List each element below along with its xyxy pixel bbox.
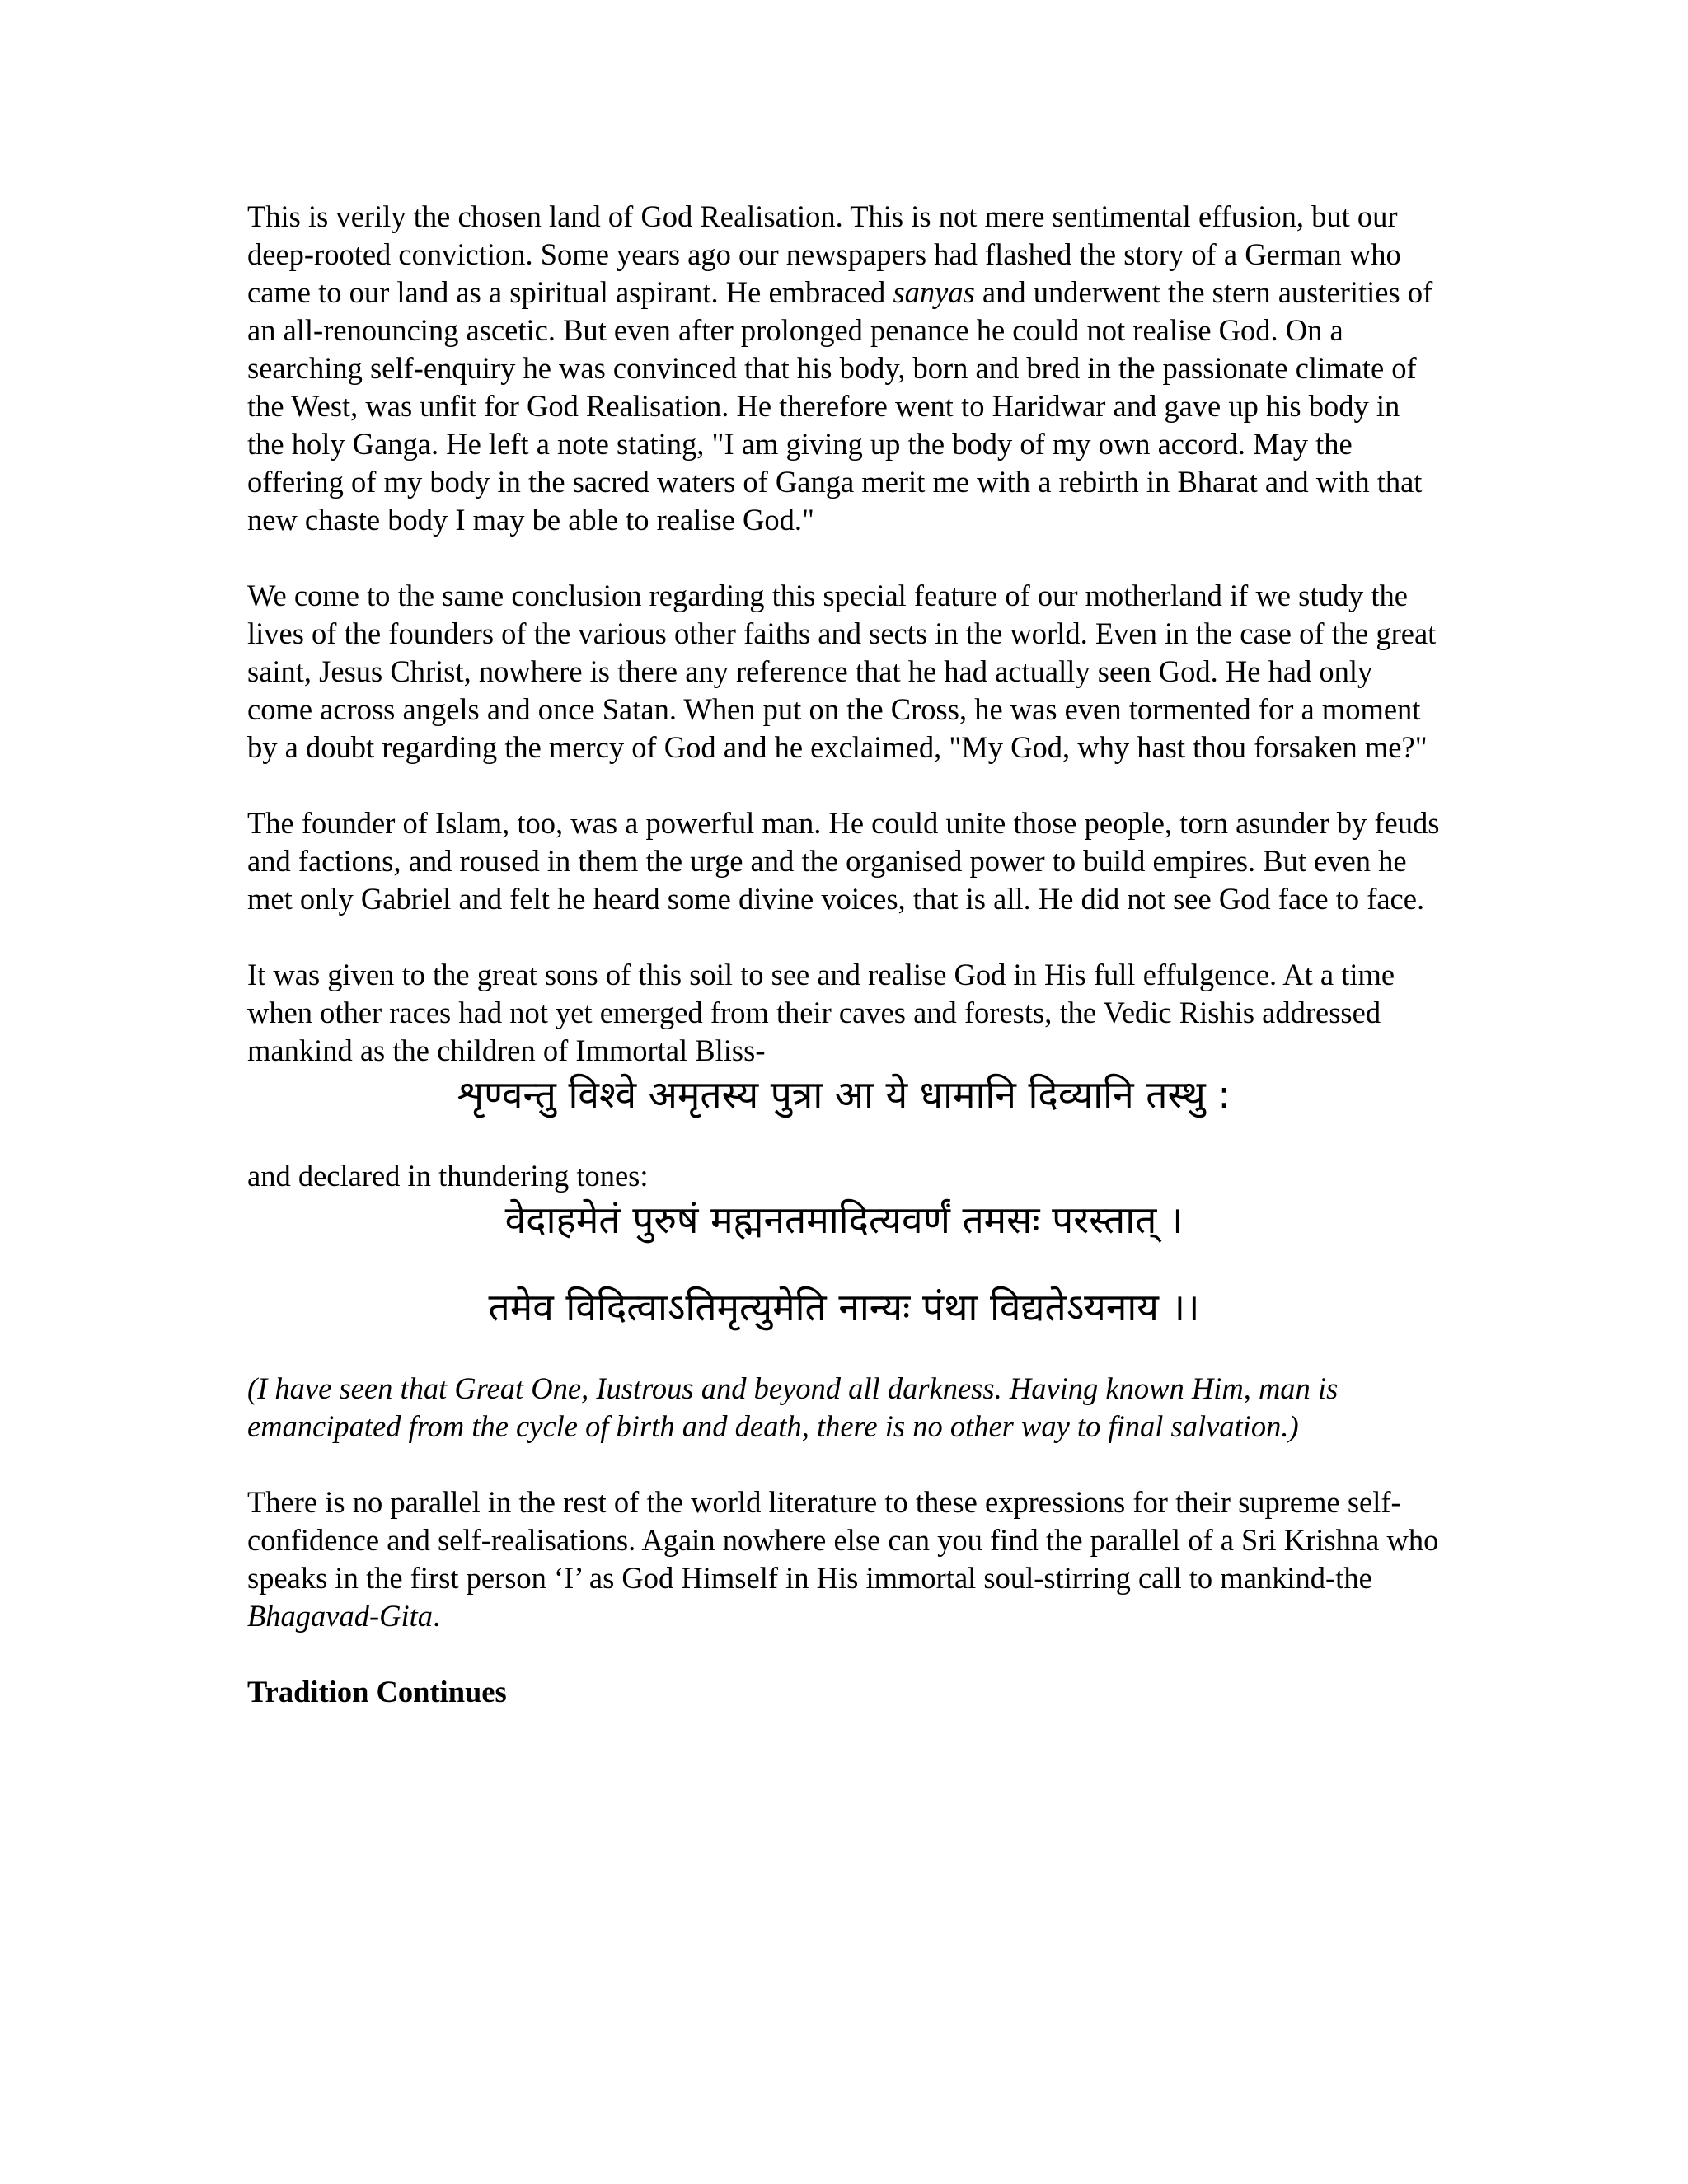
sanskrit-verse-1: शृण्वन्तु विश्वे अमृतस्य पुत्रा आ ये धामानि दिव्यानि तस्थु : bbox=[457, 1072, 1231, 1117]
document-page bbox=[247, 198, 1441, 1749]
paragraph-german-aspirant bbox=[247, 198, 1441, 539]
paragraph-founder-of-islam: The founder of Islam, too, was a powerful man. He could unite those people, torn asunder by feuds and factions, and roused in them the urge and the organised power to build empires. But even he met only Gabriel and felt he heard some divine voices, that is all. He did not see God face to face. bbox=[247, 806, 1440, 916]
paragraph-text: This is verily the chosen land of God Realisation. This is not mere sentimental effusion, but our deep-rooted conviction. Some years ago our newspapers had flashed the story of a German who came to our land as a spiritual aspirant. He embraced bbox=[247, 199, 1401, 309]
italic-term-sanyas: sanyas bbox=[893, 275, 975, 309]
paragraph-bhagavad-gita bbox=[247, 1483, 1441, 1635]
section-heading: Tradition Continues bbox=[247, 1675, 507, 1708]
italic-title-bhagavad-gita: Bhagavad-Gita bbox=[247, 1599, 434, 1633]
paragraph-vedic-rishis: It was given to the great sons of this soil to see and realise God in His full effulgence. At a time when other races had not yet emerged from their caves and forests, the Vedic Rishis addressed mankind as the children of Immortal Bliss- bbox=[247, 958, 1395, 1067]
sanskrit-verse-2-line-2: तमेव विदित्वाऽतिमृत्युमेति नान्यः पंथा विद्यतेऽयनाय ।। bbox=[488, 1285, 1200, 1329]
paragraph-text: . bbox=[433, 1599, 441, 1633]
verse-translation: (I have seen that Great One, Iustrous and beyond all darkness. Having known Him, man is emancipated from the cycle of birth and death, there is no other way to final salvation.) bbox=[247, 1371, 1339, 1443]
paragraph-text: There is no parallel in the rest of the world literature to these expressions for their supreme self-confidence and self-realisations. Again nowhere else can you find the parallel of a Sri Krishna who speaks in the first person ‘I’ as God Himself in His immortal soul-stirring call to mankind-the bbox=[247, 1485, 1439, 1595]
paragraph-thundering-tones: and declared in thundering tones: bbox=[247, 1159, 649, 1193]
paragraph-text: and underwent the stern austerities of an all-renouncing ascetic. But even after prolonged penance he could not realise God. On a searching self-enquiry he was convinced that his body, born and bred in the passionate climate of the West, was unfit for God Realisation. He therefore went to Haridwar and gave up his body in the holy Ganga. He left a note stating, "I am giving up the body of my own accord. May the offering of my body in the sacred waters of Ganga merit me with a rebirth in Bharat and with that new chaste body I may be able to realise God." bbox=[247, 275, 1433, 537]
sanskrit-verse-2-line-1: वेदाहमेतं पुरुषं मह्मनतमादित्यवर्णं तमसः परस्तात् । bbox=[504, 1197, 1184, 1242]
paragraph-jesus-christ: We come to the same conclusion regarding this special feature of our motherland if we study the lives of the founders of the various other faiths and sects in the world. Even in the case of the great saint, Jesus Christ, nowhere is there any reference that he had actually seen God. He had only come across angels and once Satan. When put on the Cross, he was even tormented for a moment by a doubt regarding the mercy of God and he exclaimed, "My God, why hast thou forsaken me?" bbox=[247, 579, 1437, 764]
